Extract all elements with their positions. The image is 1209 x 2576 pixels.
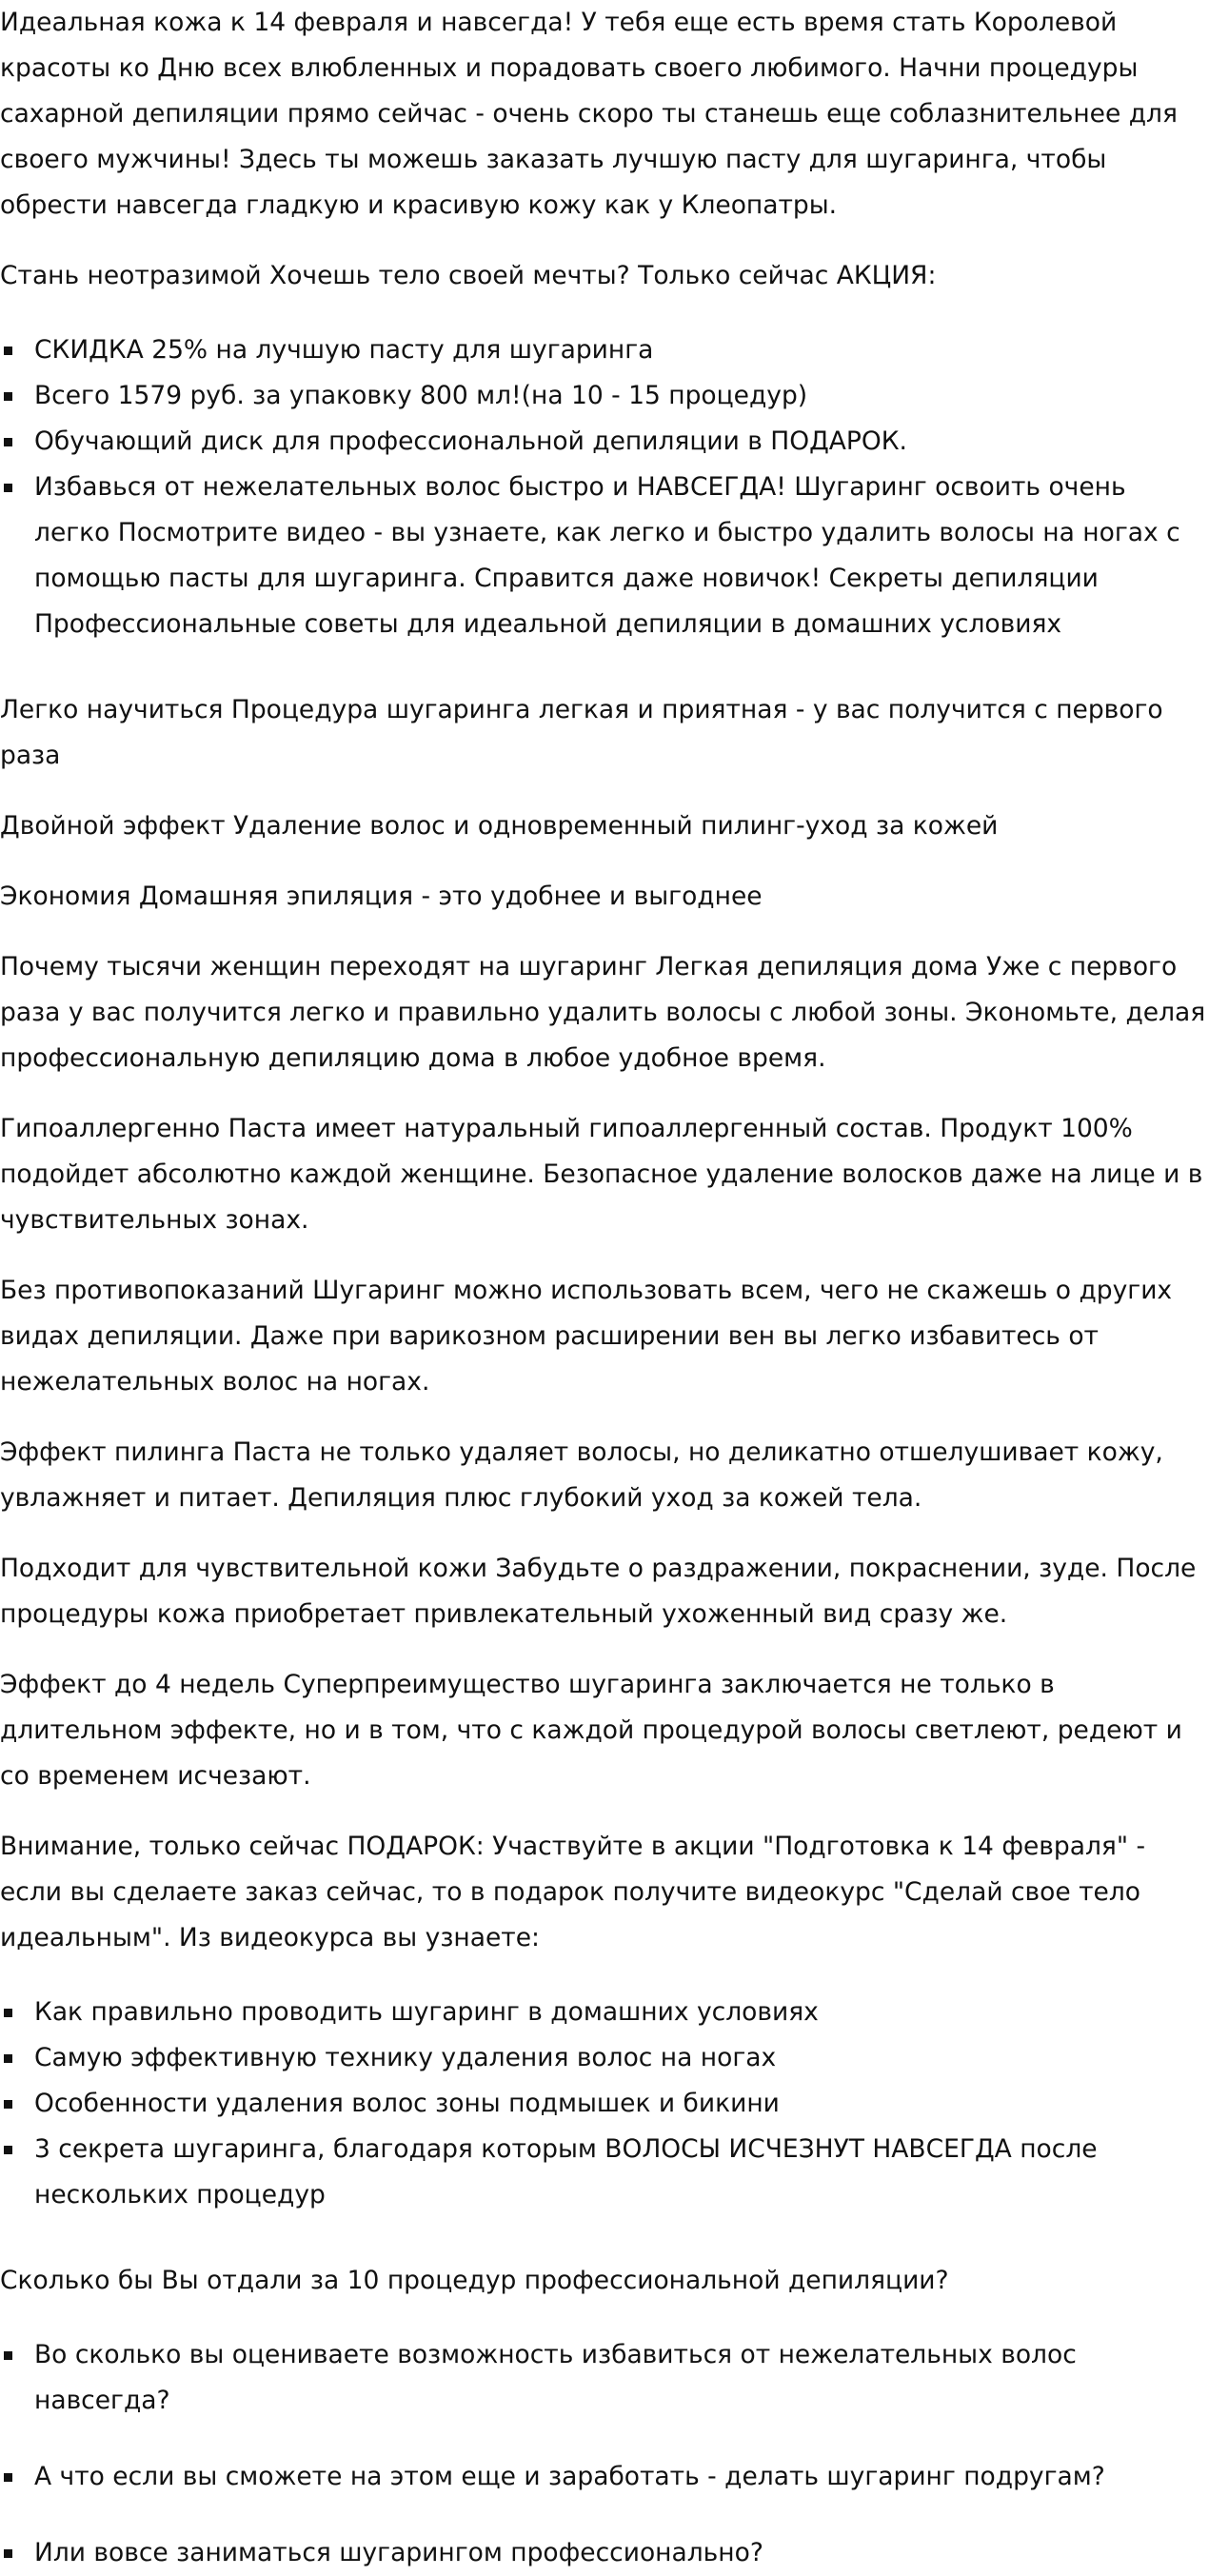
- gift-paragraph: Внимание, только сейчас ПОДАРОК: Участвуйте в акции "Подготовка к 14 февраля" - если вы сделаете заказ сейчас, то в подарок получите видеокурс "Сделай свое тело идеальным". Из видеокурса вы узнаете:: [0, 1832, 1146, 1952]
- benefit-paragraph: Подходит для чувствительной кожи Забудьте о раздражении, покраснении, зуде. После процедуры кожа приобретает привлекательный ухоженный вид сразу же.: [0, 1554, 1197, 1629]
- course-list: [0, 1990, 1209, 2218]
- question-heading: Сколько бы Вы отдали за 10 процедур профессиональной депиляции?: [0, 2266, 949, 2295]
- benefit-paragraph: Легко научиться Процедура шугаринга легкая и приятная - у вас получится с первого раза: [0, 695, 1163, 770]
- question-list: [0, 2332, 1209, 2576]
- list-item: Или вовсе заниматься шугарингом профессионально?: [0, 2530, 1209, 2576]
- list-item: 3 секрета шугаринга, благодаря которым ВОЛОСЫ ИСЧЕЗНУТ НАВСЕГДА после нескольких процедур: [0, 2127, 1209, 2218]
- list-item: СКИДКА 25% на лучшую пасту для шугаринга: [0, 327, 1209, 373]
- list-item: Как правильно проводить шугаринг в домашних условиях: [0, 1990, 1209, 2035]
- spacer: [0, 2243, 1209, 2258]
- benefit-paragraph: Гипоаллергенно Паста имеет натуральный гипоаллергенный состав. Продукт 100% подойдет абсолютно каждой женщине. Безопасное удаление волосков даже на лице и в чувствительных зонах.: [0, 1114, 1203, 1235]
- promo-heading: Стань неотразимой Хочешь тело своей мечты? Только сейчас АКЦИЯ:: [0, 261, 937, 290]
- benefit-paragraph: Почему тысячи женщин переходят на шугаринг Легкая депиляция дома Уже с первого раза у вас получится легко и правильно удалить волосы с любой зоны. Экономьте, делая профессиональную депиляцию дома в любое удобное время.: [0, 952, 1206, 1073]
- list-item: Обучающий диск для профессиональной депиляции в ПОДАРОК.: [0, 419, 1209, 465]
- benefit-paragraph: Эффект до 4 недель Суперпреимущество шугаринга заключается не только в длительном эффекте, но и в том, что с каждой процедурой волосы светлеют, редеют и со временем исчезают.: [0, 1670, 1182, 1791]
- benefit-paragraph: Эффект пилинга Паста не только удаляет волосы, но деликатно отшелушивает кожу, увлажняет и питает. Депиляция плюс глубокий уход за кожей тела.: [0, 1437, 1163, 1513]
- benefit-paragraph: Без противопоказаний Шугаринг можно использовать всем, чего не скажешь о других видах депиляции. Даже при варикозном расширении вен вы легко избавитесь от нежелательных волос на ногах.: [0, 1276, 1173, 1397]
- list-item: А что если вы сможете на этом еще и заработать - делать шугаринг подругам?: [0, 2454, 1209, 2500]
- promo-list: [0, 327, 1209, 647]
- benefit-paragraph: Двойной эффект Удаление волос и одновременный пилинг-уход за кожей: [0, 811, 999, 841]
- list-item: Избавься от нежелательных волос быстро и НАВСЕГДА! Шугаринг освоить очень легко Посмотрите видео - вы узнаете, как легко и быстро удалить волосы на ногах с помощью пасты для шугаринга. Справится даже новичок! Секреты депиляции Профессиональные советы для идеальной депиляции в домашних условиях: [0, 465, 1209, 647]
- spacer: [0, 672, 1209, 687]
- intro-paragraph: Идеальная кожа к 14 февраля и навсегда! У тебя еще есть время стать Королевой красоты ко Дню всех влюбленных и порадовать своего любимого. Начни процедуры сахарной депиляции прямо сейчас - очень скоро ты станешь еще соблазнительнее для своего мужчины! Здесь ты можешь заказать лучшую пасту для шугаринга, чтобы обрести навсегда гладкую и красивую кожу как у Клеопатры.: [0, 8, 1178, 220]
- list-item: Самую эффективную технику удаления волос на ногах: [0, 2035, 1209, 2081]
- list-item: Во сколько вы оцениваете возможность избавиться от нежелательных волос навсегда?: [0, 2332, 1209, 2424]
- benefit-paragraph: Экономия Домашняя эпиляция - это удобнее и выгоднее: [0, 882, 763, 911]
- list-item: Особенности удаления волос зоны подмышек и бикини: [0, 2081, 1209, 2127]
- list-item: Всего 1579 руб. за упаковку 800 мл!(на 10 - 15 процедур): [0, 373, 1209, 419]
